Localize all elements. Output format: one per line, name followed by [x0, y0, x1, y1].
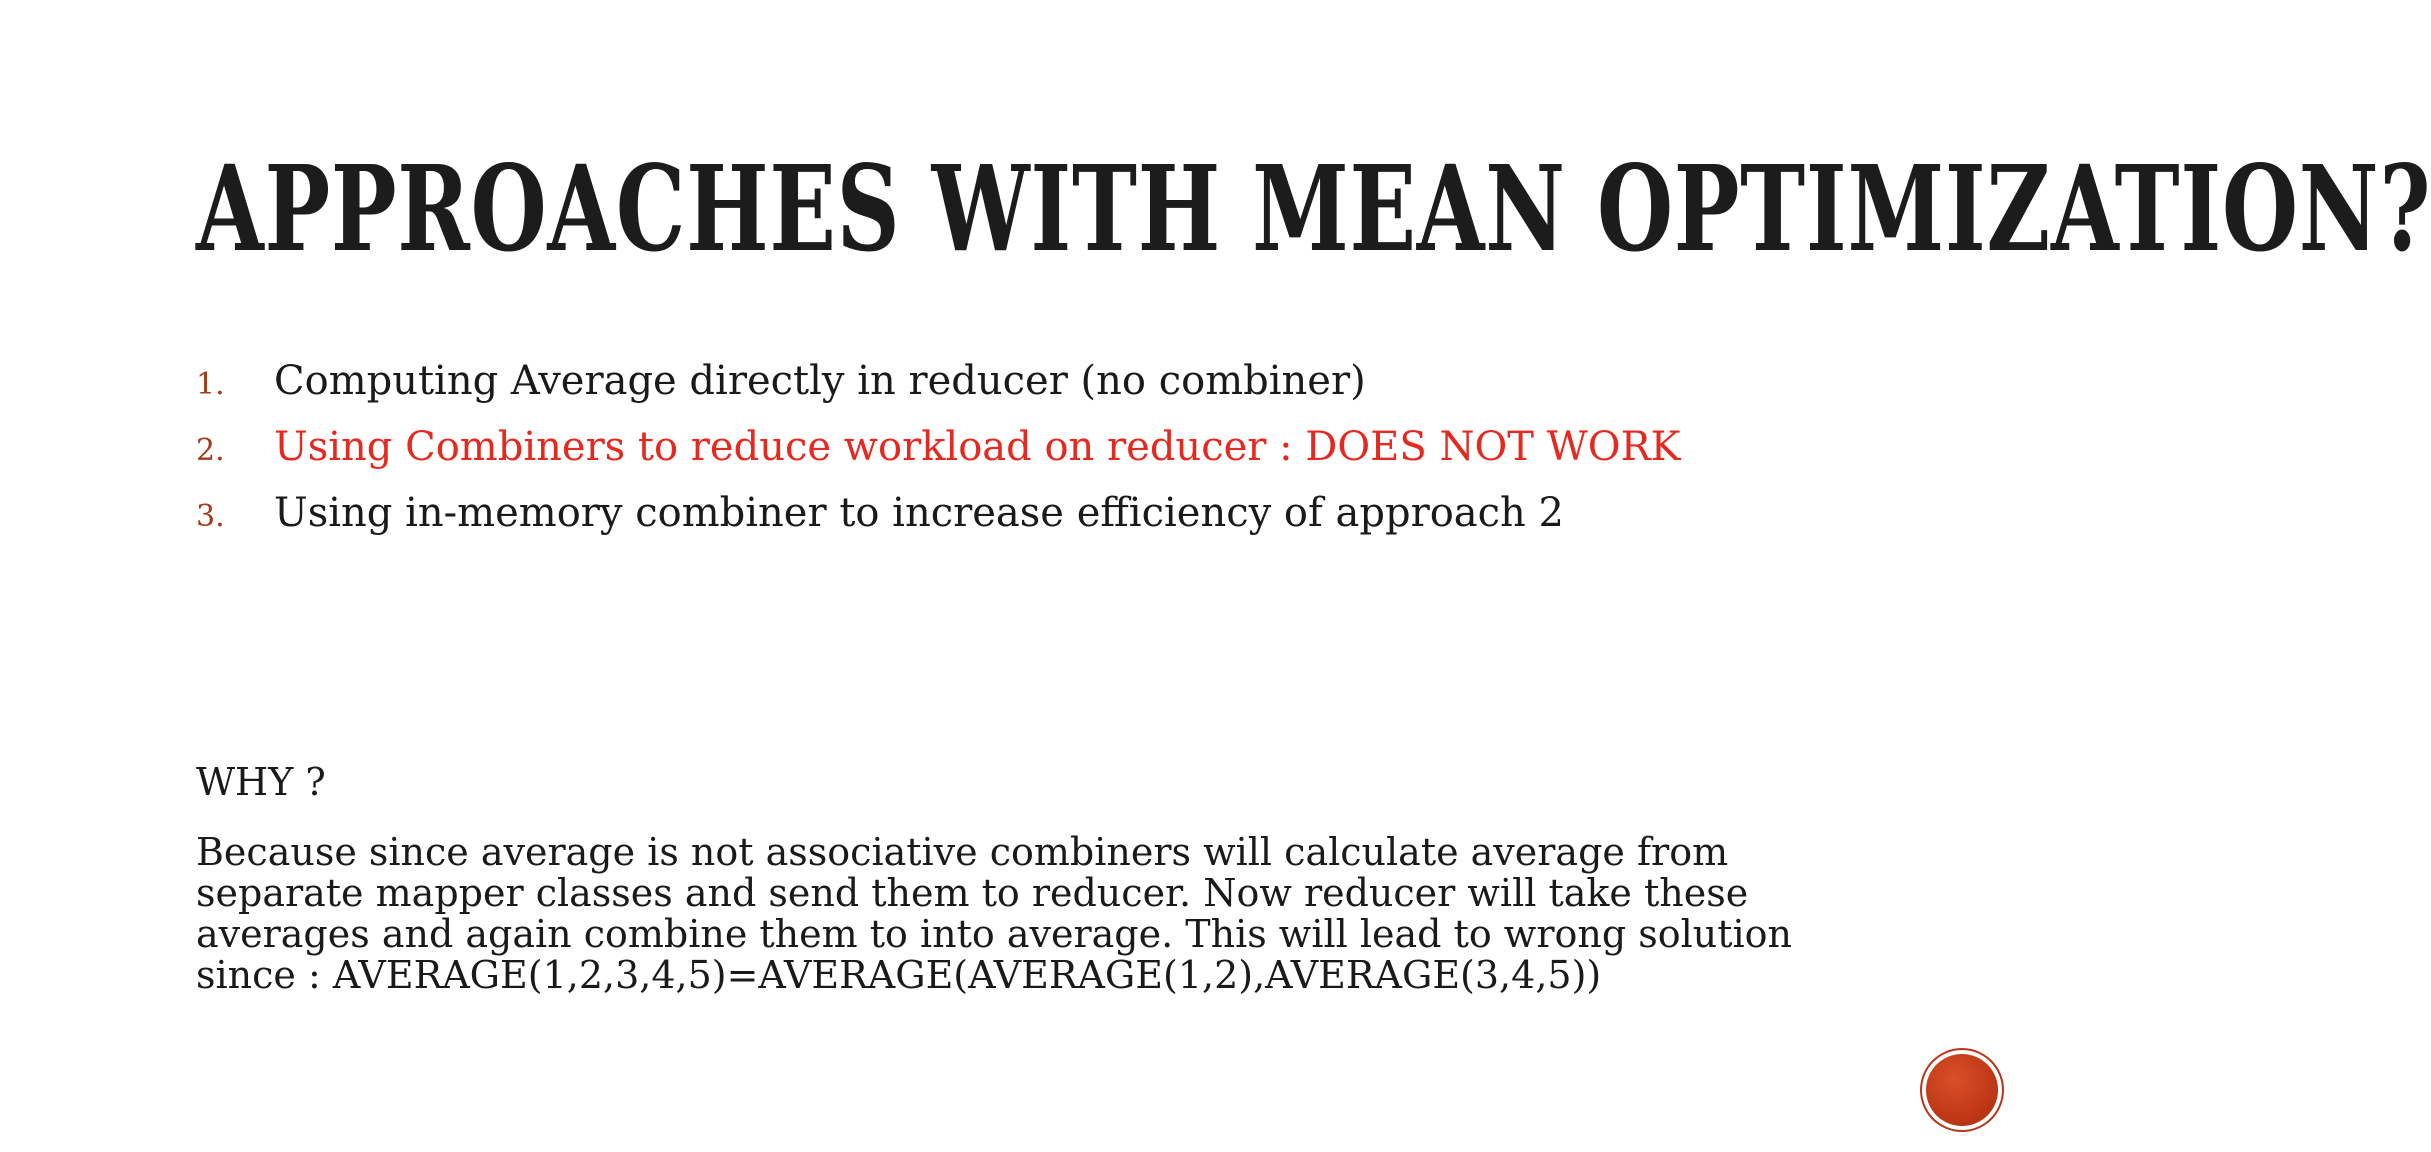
list-item-highlighted — [196, 424, 1681, 490]
next-slide-circle-icon[interactable] — [1926, 1054, 1998, 1126]
list-item-text: Using Combiners to reduce workload on reducer : DOES NOT WORK — [274, 424, 1681, 470]
explanation-line: averages and again combine them to into average. This will lead to wrong solution — [196, 912, 1793, 956]
slide-title: APPROACHES WITH MEAN OPTIMIZATION? — [196, 139, 2431, 278]
list-item-number: 1. — [196, 367, 225, 402]
list-item-text: Using in-memory combiner to increase efficiency of approach 2 — [274, 490, 1564, 536]
list-item-number: 2. — [196, 433, 225, 468]
why-heading: WHY ? — [196, 760, 326, 804]
list-item — [196, 490, 1681, 556]
list-item-number: 3. — [196, 499, 225, 534]
explanation-line: Because since average is not associative combiners will calculate average from — [196, 830, 1729, 874]
list-item-text: Computing Average directly in reducer (no combiner) — [274, 358, 1366, 404]
list-item — [196, 358, 1681, 424]
explanation-line: separate mapper classes and send them to reducer. Now reducer will take these — [196, 871, 1749, 915]
explanation-line: since : AVERAGE(1,2,3,4,5)=AVERAGE(AVERAGE(1,2),AVERAGE(3,4,5)) — [196, 953, 1602, 997]
explanation-paragraph — [196, 832, 1836, 996]
approach-list — [196, 358, 1681, 556]
